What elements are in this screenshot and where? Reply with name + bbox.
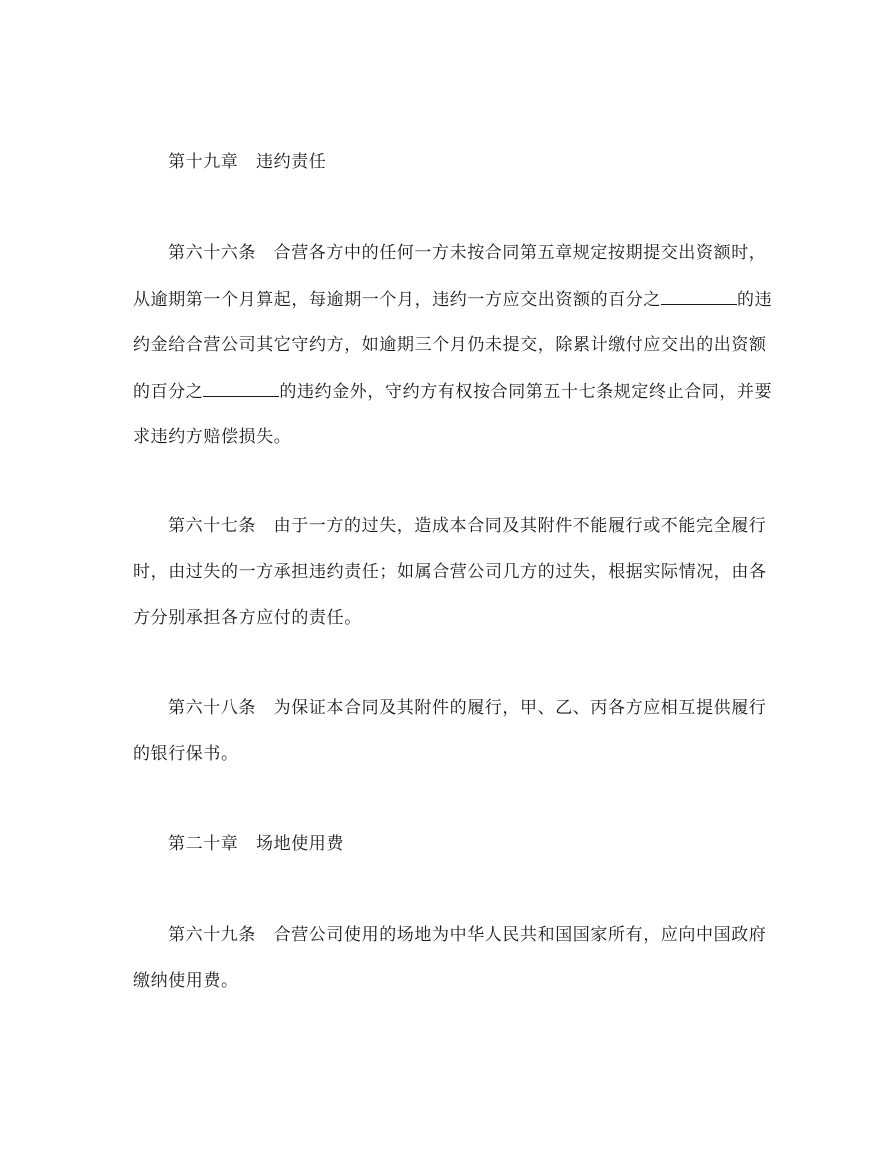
article-66-line-2-text-b: 的违: [737, 290, 773, 310]
article-68-line-2: 的银行保书。: [133, 744, 239, 764]
article-67-line-3: 方分别承担各方应付的责任。: [133, 608, 362, 628]
chapter-19-heading: 第十九章 违约责任: [168, 152, 327, 172]
fill-in-blank-penalty-rate-1[interactable]: [661, 289, 737, 305]
article-66-line-4-text-a: 的百分之: [133, 382, 204, 402]
article-66-line-1: 第六十六条 合营各方中的任何一方未按合同第五章规定按期提交出资额时，: [168, 243, 767, 263]
fill-in-blank-penalty-rate-2[interactable]: [203, 381, 279, 397]
article-66-line-3: 约金给合营公司其它守约方，如逾期三个月仍未提交，除累计缴付应交出的出资额: [133, 335, 767, 355]
chapter-20-heading: 第二十章 场地使用费: [168, 834, 344, 854]
article-66-line-5: 求违约方赔偿损失。: [133, 427, 292, 447]
article-67-line-1: 第六十七条 由于一方的过失，造成本合同及其附件不能履行或不能完全履行: [168, 516, 767, 536]
article-69-line-2: 缴纳使用费。: [133, 971, 239, 991]
article-69-line-1: 第六十九条 合营公司使用的场地为中华人民共和国国家所有，应向中国政府: [168, 925, 767, 945]
article-66-line-4-text-b: 的违约金外，守约方有权按合同第五十七条规定终止合同，并要: [279, 382, 773, 402]
article-66-line-4: [133, 381, 772, 402]
article-68-line-1: 第六十八条 为保证本合同及其附件的履行，甲、乙、丙各方应相互提供履行: [168, 698, 767, 718]
article-66-line-2-text-a: 从逾期第一个月算起，每逾期一个月，违约一方应交出资额的百分之: [133, 290, 661, 310]
article-66-line-2: [133, 289, 772, 310]
article-67-line-2: 时，由过失的一方承担违约责任；如属合营公司几方的过失，根据实际情况，由各: [133, 562, 767, 582]
